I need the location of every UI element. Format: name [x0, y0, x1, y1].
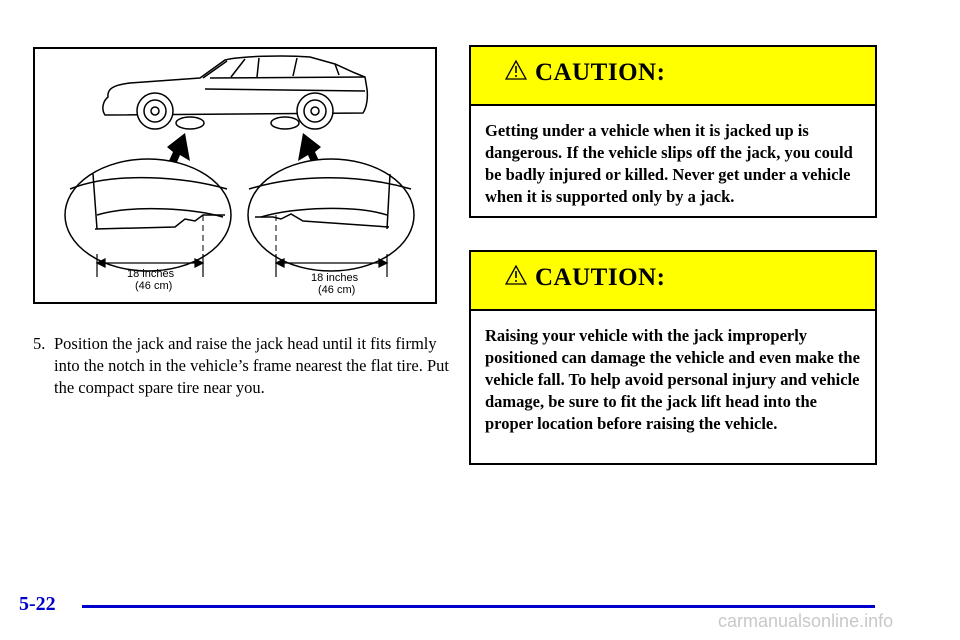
caution-header	[471, 252, 875, 311]
car-jack-diagram	[35, 49, 435, 302]
left-distance-label: 18 inches	[127, 268, 175, 280]
warning-triangle-icon	[505, 265, 527, 285]
warning-triangle-icon	[505, 60, 527, 80]
right-distance-label: 18 inches	[311, 272, 359, 284]
instruction-step	[33, 333, 453, 399]
caution-title: CAUTION:	[535, 264, 666, 291]
watermark: carmanualsonline.info	[718, 611, 894, 631]
footer-divider	[82, 605, 875, 608]
right-jack-point-detail	[248, 159, 414, 271]
caution-header	[471, 47, 875, 106]
step-text: Position the jack and raise the jack head until it fits firmly into the notch in the vehicle’s frame nearest the flat tire. Put the compact spare tire near you.	[54, 334, 449, 397]
car-side-view	[103, 56, 367, 129]
right-distance-metric: (46 cm)	[318, 284, 356, 296]
caution-box-jack-position	[469, 250, 877, 465]
left-distance-metric: (46 cm)	[135, 280, 173, 292]
caution-title: CAUTION:	[535, 59, 666, 86]
jack-position-illustration	[33, 47, 437, 304]
step-number: 5.	[33, 334, 46, 353]
caution-text: Getting under a vehicle when it is jacked up is dangerous. If the vehicle slips off the jack, you could be badly injured or killed. Never get under a vehicle when it is supported only by a jack.	[485, 121, 853, 206]
page-number: 5-22	[19, 593, 56, 615]
caution-text: Raising your vehicle with the jack improperly positioned can damage the vehicle and even make the vehicle fall. To help avoid personal injury and vehicle damage, be sure to fit the jack lift head into the proper location before raising the vehicle.	[485, 326, 860, 433]
caution-box-jacked-vehicle	[469, 45, 877, 218]
left-jack-point-detail	[65, 159, 231, 271]
